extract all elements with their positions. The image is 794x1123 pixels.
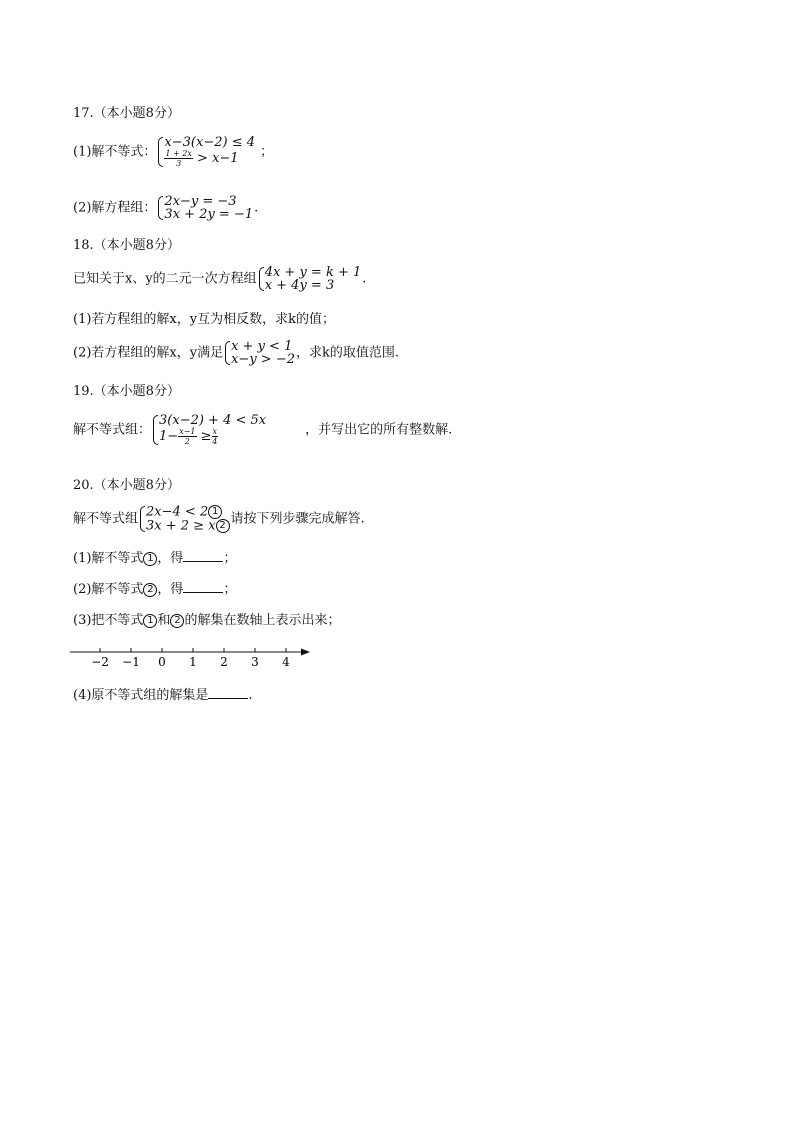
q20-step1-end: ； (223, 551, 237, 566)
number-line-tick-label: −2 (91, 655, 109, 669)
q19-row2-lead: 1− (159, 429, 179, 444)
q19-frac2-den: 4 (212, 437, 218, 446)
q20-step2-end: ； (223, 582, 237, 597)
q17-heading: 17.（本小题8分） (73, 106, 180, 121)
answer-blank[interactable] (183, 560, 223, 562)
q20-step3 (73, 613, 340, 629)
q19-frac2-num: x (212, 427, 218, 436)
number-line-tick-label: 0 (158, 655, 166, 669)
q20-step4 (73, 688, 253, 704)
q18-part2 (73, 340, 399, 366)
arrow-right-icon (301, 649, 310, 656)
q20-step3-text: (3)把不等式 (73, 613, 144, 628)
circled-one-mark: 1 (208, 505, 222, 519)
q20-row1-text: 2x−4 < 2 (146, 504, 209, 520)
q20-step1-get: ，得 (157, 551, 184, 566)
q17-ineq-row1: x−3(x−2) ≤ 4 (164, 135, 255, 150)
q20-step2 (73, 582, 236, 598)
q20-inequality-system (139, 505, 230, 533)
q18-heading: 18.（本小题8分） (73, 238, 180, 253)
q18-intro-end: . (362, 271, 367, 287)
q18-inequality-system (224, 340, 295, 366)
answer-blank[interactable] (208, 697, 248, 699)
q18-part1: (1)若方程组的解x，y互为相反数，求k的值； (73, 312, 335, 327)
q19-inequality-system (152, 414, 266, 446)
q18-ineq-row2: x−y > −2 (231, 352, 295, 367)
number-line-tick-label: 1 (189, 655, 197, 669)
q17-fraction (164, 149, 192, 168)
q19-fraction1 (178, 427, 196, 446)
q20-step2-text: (2)解不等式 (73, 582, 144, 597)
q17-part1-label: (1)解不等式： (73, 144, 157, 160)
circled-one-mark: 1 (143, 614, 157, 628)
q20-step3-and: 和 (157, 613, 171, 628)
q18-equation-system (258, 266, 362, 292)
number-line-tick-label: 3 (251, 655, 259, 669)
number-line (70, 644, 320, 670)
q17-frac-num: 1 + 2x (165, 149, 192, 158)
number-line-tick-label: 4 (282, 655, 290, 669)
q20-step1-text: (1)解不等式 (73, 551, 144, 566)
q17-ineq-row2-tail: > x−1 (197, 151, 239, 166)
q18-part2-end: ，求k的取值范围. (295, 345, 399, 361)
q18-part2-label: (2)若方程组的解x，y满足 (73, 345, 224, 361)
q17-ineq-row2 (164, 149, 255, 168)
q20-row2-text: 3x + 2 ≥ x (146, 518, 216, 534)
circled-two-mark: 2 (170, 614, 184, 628)
q20-step2-get: ，得 (157, 582, 184, 597)
q19-heading: 19.（本小题8分） (73, 384, 180, 399)
q17-eq-row1: 2x−y = −3 (164, 194, 237, 209)
q20-row1 (146, 505, 230, 519)
answer-blank[interactable] (183, 591, 223, 593)
q17-eq-row2: 3x + 2y = −1 (164, 207, 254, 222)
q19-row1: 3(x−2) + 4 < 5x (159, 413, 267, 428)
q20-intro (73, 505, 365, 533)
q17-part2 (73, 195, 258, 221)
circled-two-mark: 2 (216, 519, 230, 533)
q20-step1 (73, 551, 236, 567)
q19-row2-mid: ≥ (200, 429, 212, 444)
q19-row2 (159, 427, 266, 446)
q19-frac1-den: 2 (184, 437, 190, 446)
q19-body (73, 414, 452, 446)
q20-heading: 20.（本小题8分） (73, 478, 180, 493)
q18-ineq-row1: x + y < 1 (231, 339, 293, 354)
q19-instruction: ，并写出它的所有整数解. (305, 422, 453, 438)
q17-equation-system (157, 195, 253, 221)
q20-step4-end: . (248, 688, 253, 703)
q20-step3-tail: 的解集在数轴上表示出来； (184, 613, 341, 628)
q20-row2 (146, 519, 230, 533)
q20-intro-instruction: 请按下列步骤完成解答. (230, 511, 365, 527)
circled-two-mark: 2 (143, 583, 157, 597)
q17-part2-end: . (254, 200, 259, 216)
q17-part1 (73, 136, 273, 168)
number-line-tick-label: −1 (122, 655, 140, 669)
number-line-tick-label: 2 (220, 655, 228, 669)
q18-intro-text: 已知关于x、y的二元一次方程组 (73, 271, 257, 287)
q19-fraction2 (212, 427, 219, 446)
circled-one-mark: 1 (143, 552, 157, 566)
q17-frac-den: 3 (176, 159, 182, 168)
q18-intro (73, 266, 366, 292)
q17-part1-end: ； (260, 144, 274, 160)
q19-label: 解不等式组： (73, 422, 152, 438)
q17-inequality-system (157, 136, 255, 168)
q20-step4-text: (4)原不等式组的解集是 (73, 688, 209, 703)
q18-eq-row2: x + 4y = 3 (264, 278, 335, 293)
q20-intro-label: 解不等式组 (73, 511, 139, 527)
q17-part2-label: (2)解方程组： (73, 200, 157, 216)
q19-frac1-num: x−1 (179, 427, 196, 436)
q18-eq-row1: 4x + y = k + 1 (264, 265, 362, 280)
